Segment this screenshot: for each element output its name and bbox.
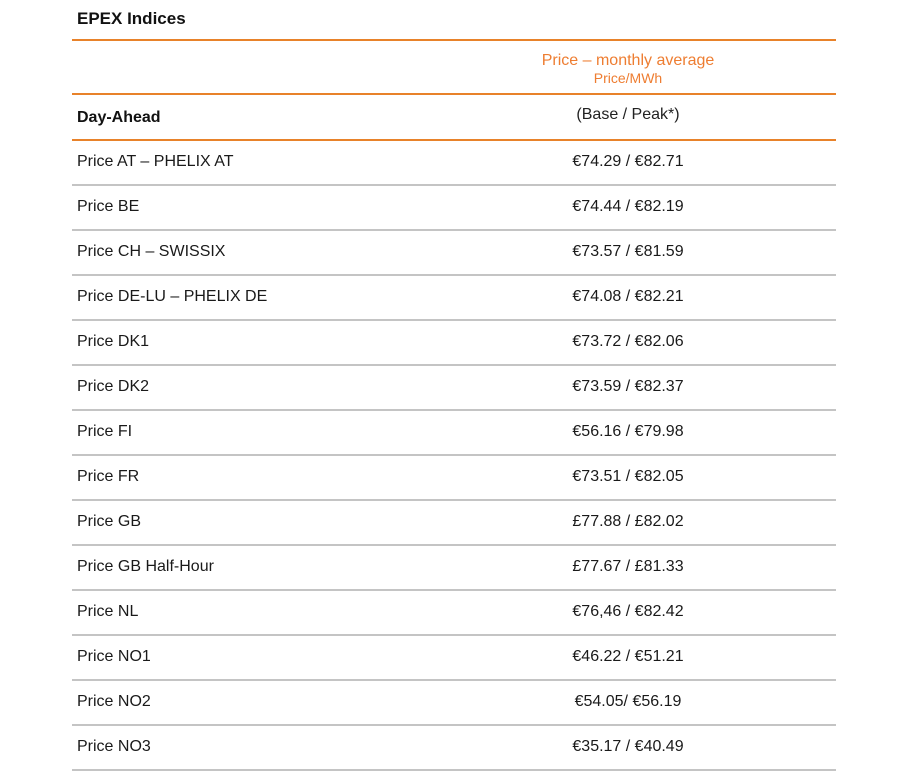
row-label: Price DE-LU – PHELIX DE <box>77 288 268 305</box>
table-row <box>72 186 836 231</box>
unit-label: Price/MWh <box>593 70 663 86</box>
table-row <box>72 456 836 501</box>
row-label: Price NO3 <box>77 738 151 755</box>
table-row <box>72 411 836 456</box>
row-value: €73.57 / €81.59 <box>572 243 684 260</box>
row-label: Price FI <box>77 423 133 440</box>
row-value: £77.67 / £81.33 <box>572 558 684 575</box>
row-value: €56.16 / €79.98 <box>572 423 684 440</box>
row-value: €54.05/ €56.19 <box>574 693 682 710</box>
row-value: €73.59 / €82.37 <box>572 378 684 395</box>
table-subheader <box>72 95 836 141</box>
row-label: Price AT – PHELIX AT <box>77 153 234 170</box>
table-row <box>72 141 836 186</box>
row-label: Price CH – SWISSIX <box>77 243 226 260</box>
row-label: Price BE <box>77 198 140 215</box>
row-label: Price FR <box>77 468 140 485</box>
row-label: Price DK2 <box>77 378 150 395</box>
table-row <box>72 501 836 546</box>
row-value: €73.51 / €82.05 <box>572 468 684 485</box>
table-row <box>72 681 836 726</box>
row-value: €74.08 / €82.21 <box>572 288 684 305</box>
table-row <box>72 231 836 276</box>
table-header <box>72 39 836 95</box>
page-title: EPEX Indices <box>77 9 186 28</box>
row-value: €74.29 / €82.71 <box>572 153 684 170</box>
table-row <box>72 321 836 366</box>
row-label: Price GB Half-Hour <box>77 558 214 575</box>
table-row <box>72 726 836 771</box>
row-label: Price NL <box>77 603 139 620</box>
row-label: Price NO1 <box>77 648 151 665</box>
table-row <box>72 546 836 591</box>
row-value: €76,46 / €82.42 <box>572 603 684 620</box>
epex-indices-table <box>72 39 836 771</box>
table-row <box>72 591 836 636</box>
table-row <box>72 366 836 411</box>
row-value: €46.22 / €51.21 <box>572 648 684 665</box>
row-value: €73.72 / €82.06 <box>572 333 684 350</box>
price-label: Price – monthly average <box>541 52 715 69</box>
row-value: €35.17 / €40.49 <box>572 738 684 755</box>
row-label: Price NO2 <box>77 693 151 710</box>
row-value: £77.88 / £82.02 <box>572 513 684 530</box>
base-peak-label: (Base / Peak*) <box>576 106 680 123</box>
section-label: Day-Ahead <box>77 109 161 126</box>
table-row <box>72 276 836 321</box>
row-label: Price GB <box>77 513 142 530</box>
price-column-header <box>420 51 836 87</box>
table-row <box>72 636 836 681</box>
row-value: €74.44 / €82.19 <box>572 198 684 215</box>
row-label: Price DK1 <box>77 333 150 350</box>
